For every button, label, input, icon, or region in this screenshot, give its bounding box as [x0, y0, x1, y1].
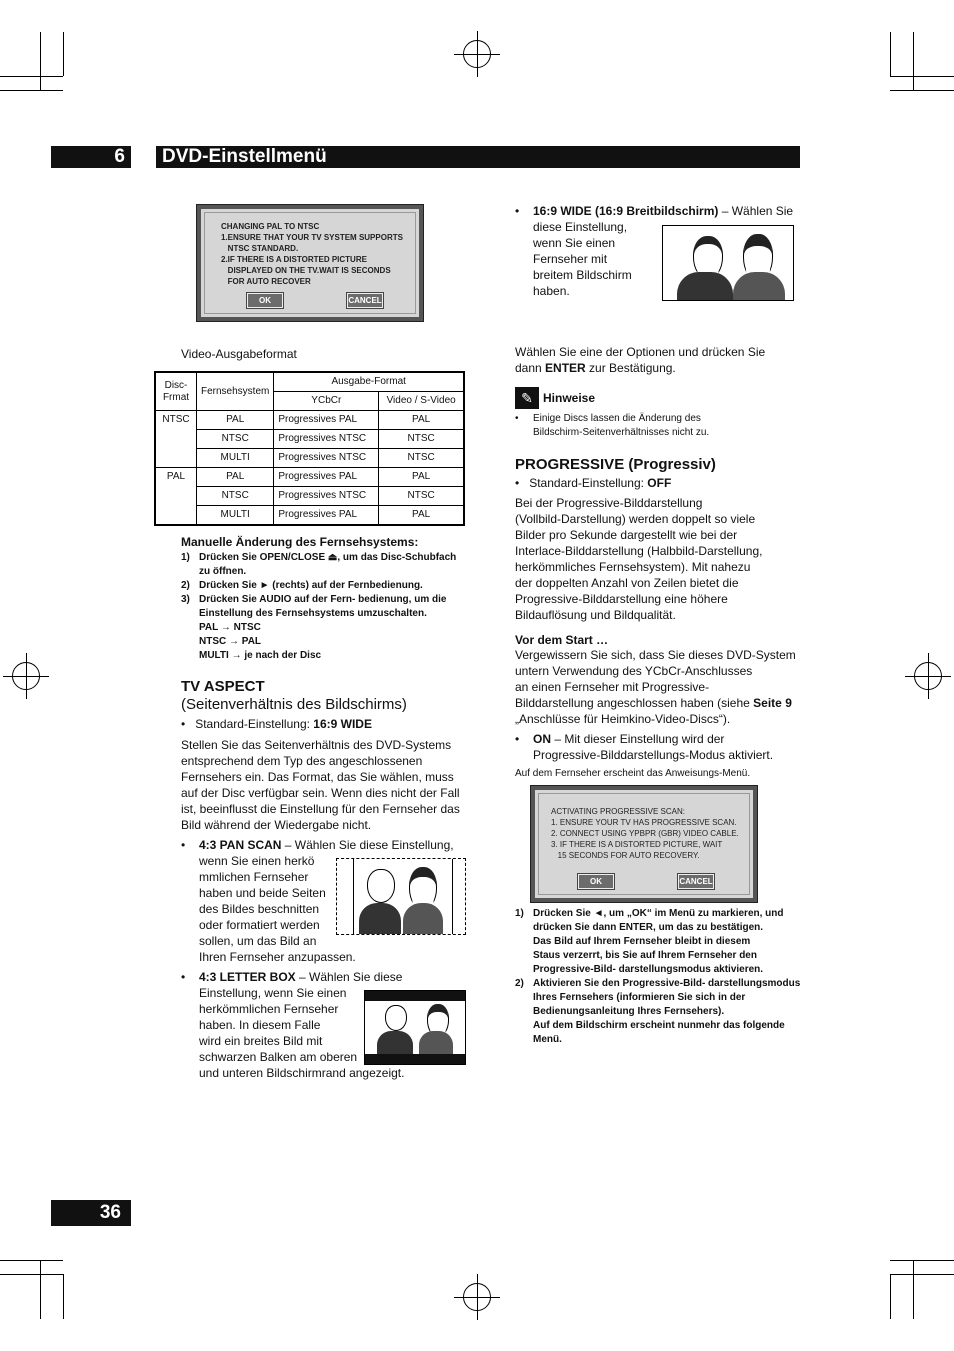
- letter-box-illustration: [364, 990, 466, 1065]
- table-cell: NTSC: [197, 430, 274, 449]
- pan-scan-item: • 4:3 PAN SCAN – Wählen Sie diese Einstellung, wenn Sie einen herkö mmlichen Fernseher haben und beide Seiten des Bildes beschnitten oder formatiert werden sollen, um das Bild an Ihren Fernseher anzupassen.: [181, 838, 454, 964]
- table-cell: Progressives NTSC: [274, 487, 379, 506]
- crop-mark: [63, 32, 64, 76]
- osd-progressive-text: ACTIVATING PROGRESSIVE SCAN: 1. ENSURE YOUR TV HAS PROGRESSIVE SCAN. 2. CONNECT USING YPBPR (GBR) VIDEO CABLE. 3. IF THERE IS A DISTORTED PICTURE, WAIT 15 SECONDS FOR AUTO RECOVERY.: [551, 807, 739, 860]
- crop-mark: [0, 90, 63, 91]
- crop-mark: [0, 1274, 63, 1275]
- header-video: Video / S-Video: [379, 392, 464, 411]
- tv-aspect-default: • Standard-Einstellung: 16:9 WIDE: [181, 717, 372, 731]
- table-cell: NTSC: [155, 411, 197, 468]
- before-start-title: Vor dem Start …: [515, 633, 609, 647]
- page-number: 36: [51, 1200, 131, 1226]
- progressive-steps: 1) Drücken Sie ◄, um „OK“ im Menü zu markieren, und drücken Sie dann ENTER, um das zu bestätigen. Das Bild auf Ihrem Fernseher bleibt in diesem Staus verzerrt, bis Sie auf Ihrem Fernseher den Progressive-Bild- darstellungsmodus aktivieren. 2) Aktivieren Sie den Progressive-Bild- darstellungsmodus Ihres Fernsehers (informieren Sie sich in der Bedienungsanleitung Ihres Fernsehers). Auf dem Bildschirm erscheint nunmehr das folgende Menü.: [515, 908, 801, 1045]
- crop-mark: [890, 76, 954, 77]
- choose-instruction: Wählen Sie eine der Optionen und drücken Sie dann ENTER zur Bestätigung.: [515, 345, 766, 375]
- table-cell: Progressives PAL: [274, 468, 379, 487]
- before-start-text: Vergewissern Sie sich, dass Sie dieses DVD-System untern Verwendung des YCbCr-Anschlusses an einen Fernseher mit Progressive- Bilddarstellung angeschlossen haben (siehe Seite 9 „Anschlüsse für Heimkino-Video-Discs“).: [515, 648, 796, 726]
- tv-aspect-subtitle: (Seitenverhältnis des Bildschirms): [181, 696, 407, 713]
- table-row: [155, 468, 464, 487]
- header-disc-format: Disc- Frmat: [155, 372, 197, 411]
- header-output-format: Ausgabe-Format: [274, 372, 464, 392]
- table-cell: PAL: [379, 411, 464, 430]
- wide-item: • 16:9 WIDE (16:9 Breitbildschirm) – Wählen Sie diese Einstellung, wenn Sie einen Fernseher mit breitem Bildschirm haben.: [515, 204, 794, 298]
- table-caption: Video-Ausgabeformat: [181, 347, 297, 361]
- osd-ok-button[interactable]: OK: [578, 874, 614, 889]
- osd-ntsc-text: CHANGING PAL TO NTSC 1.ENSURE THAT YOUR TV SYSTEM SUPPORTS NTSC STANDARD. 2.IF THERE IS A DISTORTED PICTURE DISPLAYED ON THE TV.WAIT IS SECONDS FOR AUTO RECOVER: [221, 222, 403, 286]
- table-cell: Progressives PAL: [274, 506, 379, 526]
- table-row: [155, 449, 464, 468]
- crop-mark: [0, 1260, 63, 1261]
- registration-mark: [914, 662, 942, 690]
- manual-title: Manuelle Änderung des Fernsehsystems:: [181, 535, 419, 549]
- crop-mark: [913, 1260, 914, 1319]
- crop-mark: [0, 76, 63, 77]
- osd-ntsc-dialog: [197, 205, 423, 321]
- wide-illustration: [662, 225, 794, 301]
- on-item: • ON – Mit dieser Einstellung wird der Progressive-Bilddarstellungs-Modus aktiviert.: [515, 732, 774, 762]
- registration-mark: [463, 40, 491, 68]
- registration-mark: [463, 1283, 491, 1311]
- header-tv-system: Fernsehsystem: [197, 372, 274, 411]
- tv-menu-note: Auf dem Fernseher erscheint das Anweisungs-Menü.: [515, 768, 751, 779]
- chapter-number: 6: [51, 146, 131, 168]
- registration-mark: [12, 662, 40, 690]
- table-cell: NTSC: [197, 487, 274, 506]
- crop-mark: [40, 32, 41, 90]
- table-row: [155, 411, 464, 430]
- crop-mark: [890, 90, 954, 91]
- crop-mark: [40, 1260, 41, 1319]
- progressive-default: • Standard-Einstellung: OFF: [515, 476, 672, 490]
- table-cell: PAL: [155, 468, 197, 526]
- osd-cancel-button[interactable]: CANCEL: [347, 293, 383, 308]
- table-row: [155, 430, 464, 449]
- manual-steps: 1) Drücken Sie OPEN/CLOSE ⏏, um das Disc-Schubfach zu öffnen. 2) Drücken Sie ► (rechts) auf der Fernbedienung. 3) Drücken Sie AUDIO auf der Fern- bedienung, um die Einstellung des Fernsehsystems umzuschalten. PAL → NTSC NTSC → PAL MULTI → je nach der Disc: [181, 552, 457, 661]
- crop-mark: [890, 32, 891, 76]
- table-cell: NTSC: [379, 430, 464, 449]
- hints-text: • Einige Discs lassen die Änderung des Bildschirm-Seitenverhältnisses nicht zu.: [515, 413, 710, 438]
- tv-aspect-paragraph: Stellen Sie das Seitenverhältnis des DVD-Systems entsprechend dem Typ des angeschlossenen Fernsehers ein. Das Format, das Sie wählen, muss auf der Disc verfügbar sein. Wenn dies nicht der Fall ist, beeinflusst die Einstellung für den Fernseher das Bild während der Wiedergabe nicht.: [181, 738, 460, 832]
- table-row: [155, 506, 464, 526]
- crop-mark: [890, 1274, 954, 1275]
- table-cell: PAL: [379, 506, 464, 526]
- video-output-table: [154, 371, 465, 526]
- table-cell: NTSC: [379, 449, 464, 468]
- table-cell: MULTI: [197, 449, 274, 468]
- chapter-title: DVD-Einstellmenü: [156, 146, 800, 168]
- table-row: [155, 487, 464, 506]
- osd-progressive-dialog: [531, 786, 757, 902]
- osd-ok-button[interactable]: OK: [247, 293, 283, 308]
- letter-box-item: • 4:3 LETTER BOX – Wählen Sie diese Einstellung, wenn Sie einen herkömmlichen Fernseher haben. In diesem Falle wird ein breites Bild mit schwarzen Balken am oberen und unteren Bildschirmrand angezeigt.: [181, 970, 405, 1080]
- table-cell: Progressives PAL: [274, 411, 379, 430]
- table-cell: PAL: [197, 468, 274, 487]
- crop-mark: [890, 1274, 891, 1319]
- header-ycbcr: YCbCr: [274, 392, 379, 411]
- hints-title: Hinweise: [543, 391, 596, 405]
- table-cell: Progressives NTSC: [274, 449, 379, 468]
- crop-mark: [63, 1274, 64, 1319]
- table-cell: PAL: [197, 411, 274, 430]
- osd-cancel-button[interactable]: CANCEL: [678, 874, 714, 889]
- table-cell: MULTI: [197, 506, 274, 526]
- crop-mark: [890, 1260, 954, 1261]
- pan-scan-illustration: [336, 858, 466, 935]
- progressive-paragraph: Bei der Progressive-Bilddarstellung (Vollbild-Darstellung) werden doppelt so viele Bilder pro Sekunde dargestellt wie bei der Interlace-Bilddarstellung (Halbbild-Darstellung, herkömmliches Fernsehsystem). Mit nahezu der doppelten Anzahl von Zeilen bietet die Progressive-Bilddarstellung eine höhere Bildauflösung und Bildqualität.: [515, 496, 763, 622]
- table-cell: NTSC: [379, 487, 464, 506]
- crop-mark: [913, 32, 914, 90]
- note-icon: ✎: [515, 387, 539, 409]
- tv-aspect-title: TV ASPECT: [181, 678, 265, 695]
- table-cell: Progressives NTSC: [274, 430, 379, 449]
- table-cell: PAL: [379, 468, 464, 487]
- progressive-title: PROGRESSIVE (Progressiv): [515, 456, 716, 473]
